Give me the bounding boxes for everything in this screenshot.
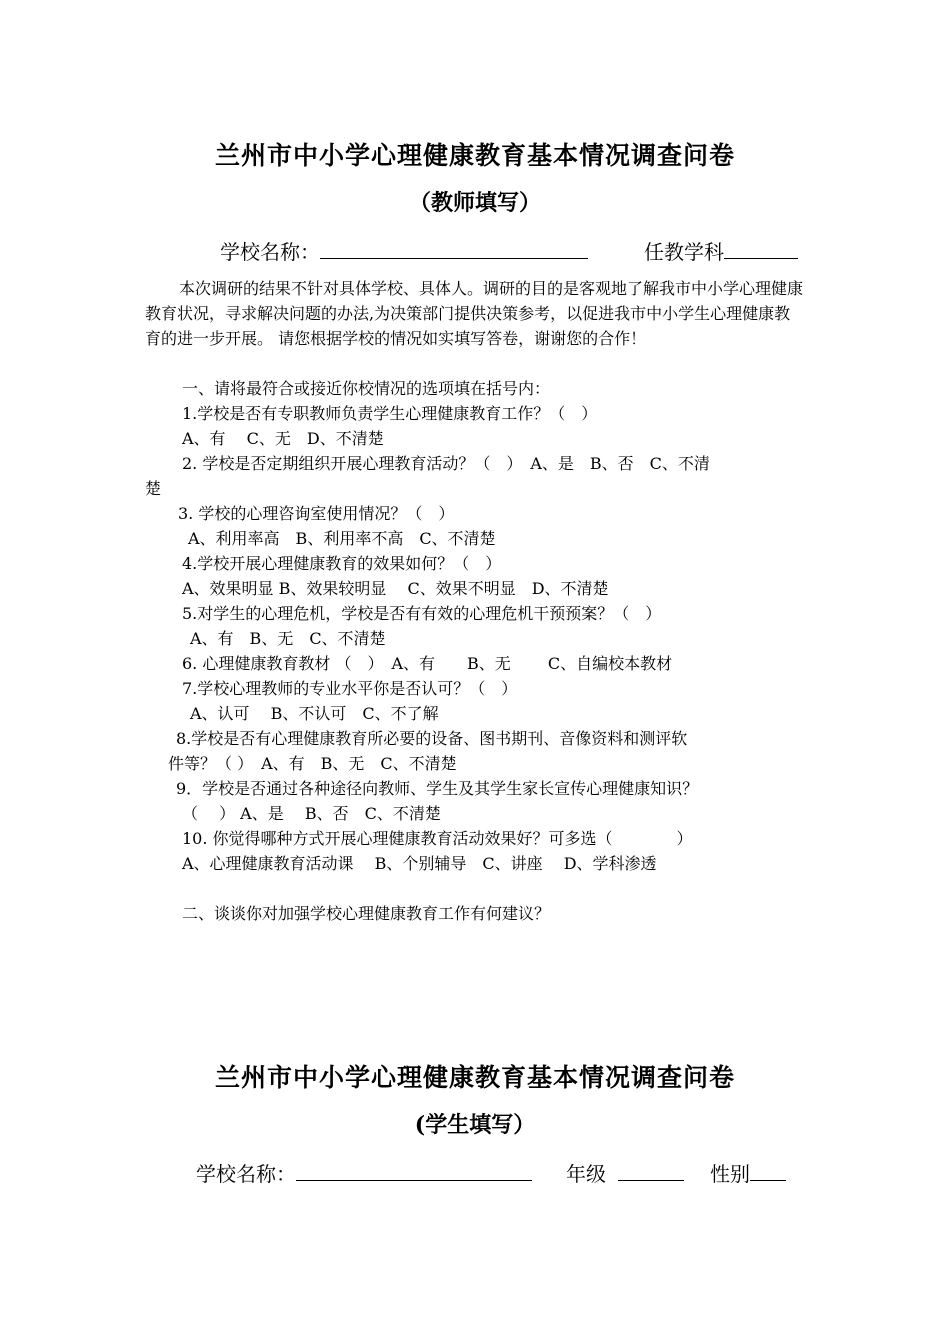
intro-paragraph: 本次调研的结果不针对具体学校、具体人。调研的目的是客观地了解我市中小学心理健康教育状况，寻求解决问题的办法,为决策部门提供决策参考，以促进我市中小学生心理健康教育的进一步开展。 请您根据学校的情况如实填写答卷，谢谢您的合作！ bbox=[145, 279, 804, 348]
question-3: 3. 学校的心理咨询室使用情况？（ ） bbox=[178, 504, 455, 523]
options-7: A、认可 B、不认可 C、不了解 bbox=[190, 704, 439, 723]
gender-label: 性别 bbox=[710, 1162, 750, 1186]
grade-field bbox=[566, 1158, 684, 1187]
question-6: 6. 心理健康教育教材 （ ） A、有 B、无 C、自编校本教材 bbox=[182, 654, 673, 673]
question-1: 1.学校是否有专职教师负责学生心理健康教育工作？（ ） bbox=[182, 404, 598, 423]
question-2-wrap: 楚 bbox=[145, 479, 162, 498]
teacher-form-subtitle: （教师填写） bbox=[408, 190, 541, 216]
student-form-subtitle: (学生填写） bbox=[414, 1112, 536, 1138]
section1-heading: 一、请将最符合或接近你校情况的选项填在括号内： bbox=[182, 379, 551, 398]
question-8: 8.学校是否有心理健康教育所必要的设备、图书期刊、音像资料和测评软 bbox=[176, 729, 688, 748]
section2-heading: 二、谈谈你对加强学校心理健康教育工作有何建议？ bbox=[182, 904, 551, 923]
teacher-school-field bbox=[220, 236, 588, 265]
options-1: A、有 C、无 D、不清楚 bbox=[182, 429, 384, 448]
student-form-title: 兰州市中小学心理健康教育基本情况调查问卷 bbox=[214, 1063, 735, 1092]
question-9: 9．学校是否通过各种途径向教师、学生及其学生家长宣传心理健康知识？ bbox=[176, 779, 699, 798]
options-9: （ ） A、是 B、否 C、不清楚 bbox=[182, 804, 441, 823]
teacher-subject-field bbox=[644, 236, 798, 265]
school-name-label: 学校名称： bbox=[220, 240, 320, 264]
question-4: 4.学校开展心理健康教育的效果如何？（ ） bbox=[182, 554, 502, 573]
student-school-label: 学校名称： bbox=[196, 1162, 296, 1186]
question-2: 2. 学校是否定期组织开展心理教育活动？（ ） A、是 B、否 C、不清 bbox=[182, 454, 710, 473]
question-8-wrap: 件等？（ ） A、有 B、无 C、不清楚 bbox=[168, 754, 457, 773]
student-school-blank[interactable] bbox=[296, 1160, 532, 1181]
options-4: A、效果明显 B、效果较明显 C、效果不明显 D、不清楚 bbox=[182, 579, 609, 598]
question-7: 7.学校心理教师的专业水平你是否认可？（ ） bbox=[182, 679, 518, 698]
subject-blank[interactable] bbox=[724, 238, 798, 259]
gender-field bbox=[710, 1158, 786, 1187]
options-3: A、利用率高 B、利用率不高 C、不清楚 bbox=[188, 529, 496, 548]
teacher-form-title: 兰州市中小学心理健康教育基本情况调查问卷 bbox=[214, 141, 735, 170]
school-name-blank[interactable] bbox=[320, 238, 588, 259]
question-10: 10. 你觉得哪种方式开展心理健康教育活动效果好？可多选（ ） bbox=[182, 829, 693, 848]
options-5: A、有 B、无 C、不清楚 bbox=[190, 629, 386, 648]
options-10: A、心理健康教育活动课 B、个别辅导 C、讲座 D、学科渗透 bbox=[182, 854, 657, 873]
subject-label: 任教学科 bbox=[644, 240, 724, 264]
student-school-field bbox=[196, 1158, 532, 1187]
grade-label: 年级 bbox=[566, 1162, 606, 1186]
gender-blank[interactable] bbox=[750, 1160, 786, 1181]
grade-blank[interactable] bbox=[618, 1160, 684, 1181]
question-5: 5.对学生的心理危机，学校是否有有效的心理危机干预预案？（ ） bbox=[182, 604, 662, 623]
